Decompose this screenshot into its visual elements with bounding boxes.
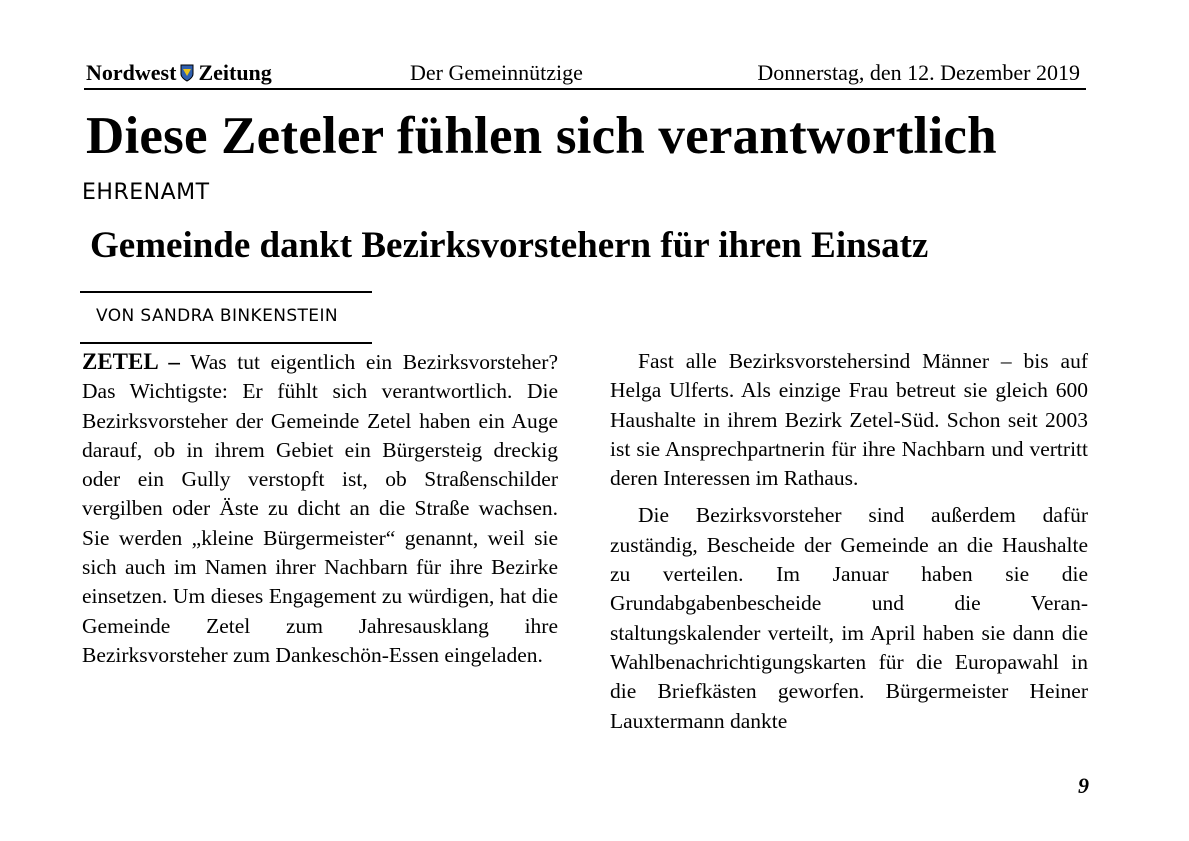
byline-rule-top bbox=[80, 291, 372, 293]
byline-rule-bottom bbox=[80, 342, 372, 344]
masthead bbox=[84, 58, 1086, 90]
body-paragraph: Fast alle Bezirksvorstehersind Männer – bis auf Helga Ulferts. Als einzige Frau betreut sie gleich 600 Haushalte in ihrem Bezirk Zetel-Süd. Schon seit 2003 ist sie Ansprechpartnerin für ihre Nachbarn und vertritt deren Interessen im Rathaus. bbox=[610, 349, 1088, 491]
article-column-left bbox=[82, 347, 558, 670]
paper-name bbox=[86, 60, 272, 88]
issue-date: Donnerstag, den 12. Dezember 2019 bbox=[757, 60, 1080, 85]
page-number: 9 bbox=[1078, 773, 1089, 798]
section-name: Der Gemeinnützige bbox=[410, 60, 583, 85]
subheadline: Gemeinde dankt Bezirksvorstehern für ihren Einsatz bbox=[90, 225, 929, 266]
coat-of-arms-icon bbox=[180, 62, 194, 88]
left-column-text: Was tut eigentlich ein Bezirksvorsteher? Das Wichtigste: Er fühlt sich verantwortlich. Die Bezirksvorsteher der Gemeinde Zetel haben ein Auge darauf, ob in ihrem Gebiet ein Bürgersteig dreckig oder ein Gully verstopft ist, ob Straßenschilder vergilben oder Äste zu dicht an die Straße wachsen. Sie werden „kleine Bürgermeister“ genannt, weil sie sich auch im Namen ihrer Nachbarn für ihre Bezirke einsetzen. Um dieses Engagement zu würdigen, hat die Gemeinde Zetel zum Jahresausklang ihre Bezirksvorsteher zum Dankeschön-Essen eingeladen. bbox=[82, 350, 558, 667]
headline: Diese Zeteler fühlen sich verantwortlich bbox=[86, 107, 997, 165]
paper-name-part1: Nordwest bbox=[86, 60, 177, 85]
paper-name-part2: Zeitung bbox=[198, 60, 272, 85]
dateline: ZETEL – bbox=[82, 349, 180, 374]
kicker: EHRENAMT bbox=[82, 180, 210, 205]
body-paragraph bbox=[82, 347, 558, 670]
byline: VON SANDRA BINKENSTEIN bbox=[96, 306, 338, 326]
body-paragraph: Die Bezirksvorsteher sind außerdem dafür zuständig, Bescheide der Gemeinde an die Haushalte zu verteilen. Im Januar haben sie die Grundabgabenbescheide und die Veranstaltungskalender verteilt, im April haben sie dann die Wahlbenachrichtigungskarten für die Europawahl in die Briefkästen geworfen. Bürgermeister Heiner Lauxtermann dankte bbox=[610, 503, 1088, 733]
article-column-right bbox=[610, 347, 1088, 736]
